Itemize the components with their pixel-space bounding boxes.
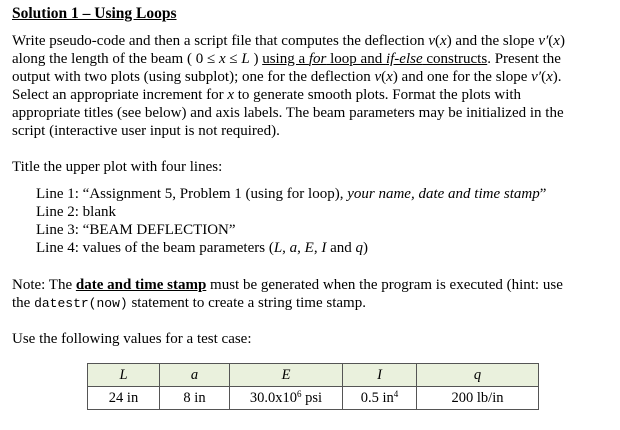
cell-L: 24 in [88,387,160,410]
note-line-1: Note: The date and time stamp must be generated when the program is executed (hint: use [12,277,563,293]
cell-I: 0.5 $in^4$ [343,387,417,410]
para1-line4: Select an appropriate increment for x to generate smooth plots. Format the plots with [12,87,522,103]
para1-line1: Write pseudo-code and then a script file that computes the deflection v(x) and the slope v′(x) [12,33,565,49]
para1-line2: along the length of the beam ( 0 ≤ x ≤ L ) using a for loop and if-else constructs. Present the [12,51,561,67]
cell-q: 200 lb/in [417,387,539,410]
header-q: q [417,364,539,387]
title-line-4: Line 4: values of the beam parameters (L, a, E, I and q) [36,240,369,256]
header-E: E [230,364,343,387]
para2: Title the upper plot with four lines: [12,159,223,175]
note-line-2: the datestr(now) statement to create a string time stamp. [12,295,366,311]
header-I: I [343,364,417,387]
header-a: a [160,364,230,387]
para3: Use the following values for a test case: [12,331,252,347]
title-line-3: Line 3: “BEAM DEFLECTION” [36,222,236,238]
cell-a: 8 in [160,387,230,410]
para1-line3: output with two plots (using subplot); one for the deflection v(x) and one for the slope v′(x). [12,69,562,85]
header-L: L [88,364,160,387]
title-line-2: Line 2: blank [36,204,116,220]
cell-E: $30.0x10^6$ psi [230,387,343,410]
para1-line6: script (interactive user input is not required). [12,123,280,139]
section-title: Solution 1 – Using Loops [12,5,177,22]
title-line-1: Line 1: “Assignment 5, Problem 1 (using for loop), your name, date and time stamp” [36,186,547,202]
table-row [88,387,539,410]
para1-line5: appropriate titles (see below) and axis labels. The beam parameters may be initialized in the [12,105,564,121]
table-header-row [88,364,539,387]
beam-parameters-table [87,363,539,410]
